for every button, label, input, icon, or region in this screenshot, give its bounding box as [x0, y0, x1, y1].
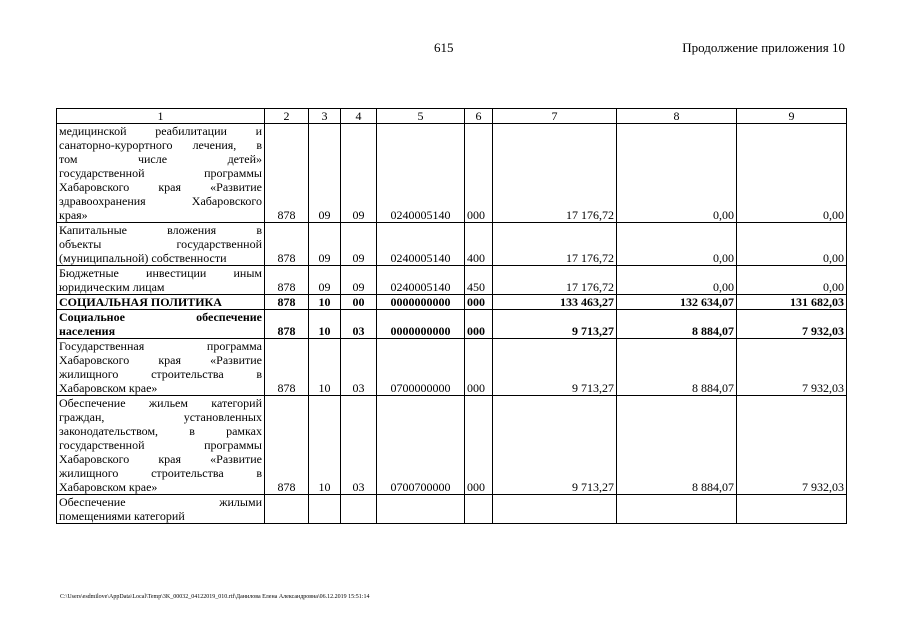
- row-name-line: здравоохранения Хабаровского: [59, 194, 262, 208]
- table-header-row: [57, 109, 847, 124]
- amount-cell: 0,00: [737, 124, 847, 223]
- amount-cell: [617, 495, 737, 524]
- code-cell: 878: [265, 396, 309, 495]
- row-name-line: юридическим лицам: [59, 280, 165, 294]
- column-header: 5: [377, 109, 465, 124]
- row-name-cell: [57, 339, 265, 396]
- subsection-cell: 09: [341, 266, 377, 295]
- table-row: [57, 396, 847, 495]
- amount-cell: 9 713,27: [493, 339, 617, 396]
- amount-cell: 131 682,03: [737, 295, 847, 310]
- amount-cell: 9 713,27: [493, 396, 617, 495]
- table-row: [57, 339, 847, 396]
- target-article-cell: 0240005140: [377, 266, 465, 295]
- expense-type-cell: 000: [465, 295, 493, 310]
- amount-cell: 7 932,03: [737, 339, 847, 396]
- expense-type-cell: 000: [465, 396, 493, 495]
- row-name-line: (муниципальной) собственности: [59, 251, 227, 265]
- expense-type-cell: 450: [465, 266, 493, 295]
- section-cell: 10: [309, 295, 341, 310]
- subsection-cell: 03: [341, 339, 377, 396]
- column-header: 7: [493, 109, 617, 124]
- amount-cell: 8 884,07: [617, 339, 737, 396]
- table-row: [57, 266, 847, 295]
- section-cell: 09: [309, 266, 341, 295]
- amount-cell: 8 884,07: [617, 396, 737, 495]
- row-name-line: Государственная программа: [59, 339, 262, 353]
- row-name-cell: [57, 295, 265, 310]
- expense-type-cell: 000: [465, 124, 493, 223]
- section-cell: 09: [309, 124, 341, 223]
- row-name-cell: [57, 396, 265, 495]
- code-cell: 878: [265, 295, 309, 310]
- expense-type-cell: [465, 495, 493, 524]
- row-name-line: населения: [59, 324, 116, 338]
- column-header: 2: [265, 109, 309, 124]
- table-row: [57, 295, 847, 310]
- target-article-cell: 0240005140: [377, 124, 465, 223]
- amount-cell: 0,00: [737, 223, 847, 266]
- amount-cell: 0,00: [617, 124, 737, 223]
- row-name-line: помещениями категорий: [59, 509, 185, 523]
- column-header: 3: [309, 109, 341, 124]
- code-cell: 878: [265, 124, 309, 223]
- code-cell: 878: [265, 339, 309, 396]
- code-cell: 878: [265, 310, 309, 339]
- amount-cell: 17 176,72: [493, 266, 617, 295]
- table-row: [57, 310, 847, 339]
- budget-table: [56, 108, 847, 524]
- expense-type-cell: 000: [465, 339, 493, 396]
- column-header: 6: [465, 109, 493, 124]
- row-name-line: Обеспечение жильем категорий: [59, 396, 262, 410]
- table-row: [57, 223, 847, 266]
- target-article-cell: 0700000000: [377, 339, 465, 396]
- table-row: [57, 495, 847, 524]
- continuation-title: Продолжение приложения 10: [682, 40, 845, 55]
- row-name-line: Бюджетные инвестиции иным: [59, 266, 262, 280]
- row-name-line: санаторно-курортного лечения, в: [59, 138, 262, 152]
- row-name-line: государственной программы: [59, 438, 262, 452]
- amount-cell: 132 634,07: [617, 295, 737, 310]
- row-name-line: граждан, установленных: [59, 410, 262, 424]
- amount-cell: 0,00: [617, 266, 737, 295]
- file-path-footer: C:\Users\esdmilove\AppData\Local\Temp\3K_00032_04122019_010.rtf\Данилова Елена Александровна\06.12.2019 15:51:14: [60, 594, 370, 600]
- section-cell: 10: [309, 339, 341, 396]
- row-name-cell: [57, 223, 265, 266]
- column-header: 8: [617, 109, 737, 124]
- page-number: 615: [434, 40, 454, 55]
- row-name-line: Капитальные вложения в: [59, 223, 262, 237]
- section-cell: [309, 495, 341, 524]
- column-header: 4: [341, 109, 377, 124]
- amount-cell: 7 932,03: [737, 310, 847, 339]
- row-name-line: Обеспечение жилыми: [59, 495, 262, 509]
- row-name-line: Хабаровского края «Развитие: [59, 180, 262, 194]
- target-article-cell: 0240005140: [377, 223, 465, 266]
- amount-cell: 17 176,72: [493, 124, 617, 223]
- row-name-line: том числе детей»: [59, 152, 262, 166]
- code-cell: 878: [265, 223, 309, 266]
- amount-cell: 0,00: [617, 223, 737, 266]
- amount-cell: 7 932,03: [737, 396, 847, 495]
- target-article-cell: 0000000000: [377, 295, 465, 310]
- row-name-line: государственной программы: [59, 166, 262, 180]
- expense-type-cell: 400: [465, 223, 493, 266]
- row-name-line: СОЦИАЛЬНАЯ ПОЛИТИКА: [59, 295, 222, 309]
- column-header: 1: [57, 109, 265, 124]
- subsection-cell: 00: [341, 295, 377, 310]
- section-cell: 10: [309, 396, 341, 495]
- row-name-cell: [57, 124, 265, 223]
- subsection-cell: 09: [341, 223, 377, 266]
- amount-cell: 133 463,27: [493, 295, 617, 310]
- section-cell: 10: [309, 310, 341, 339]
- code-cell: [265, 495, 309, 524]
- code-cell: 878: [265, 266, 309, 295]
- row-name-cell: [57, 310, 265, 339]
- row-name-line: Хабаровском крае»: [59, 480, 158, 494]
- subsection-cell: [341, 495, 377, 524]
- table-row: [57, 124, 847, 223]
- row-name-line: законодательством, в рамках: [59, 424, 262, 438]
- row-name-line: Хабаровском крае»: [59, 381, 158, 395]
- expense-type-cell: 000: [465, 310, 493, 339]
- row-name-line: Социальное обеспечение: [59, 310, 262, 324]
- amount-cell: 17 176,72: [493, 223, 617, 266]
- row-name-line: Хабаровского края «Развитие: [59, 353, 262, 367]
- row-name-line: жилищного строительства в: [59, 367, 262, 381]
- subsection-cell: 03: [341, 310, 377, 339]
- subsection-cell: 03: [341, 396, 377, 495]
- row-name-cell: [57, 495, 265, 524]
- row-name-line: объекты государственной: [59, 237, 262, 251]
- target-article-cell: 0000000000: [377, 310, 465, 339]
- subsection-cell: 09: [341, 124, 377, 223]
- amount-cell: [737, 495, 847, 524]
- row-name-line: Хабаровского края «Развитие: [59, 452, 262, 466]
- amount-cell: 9 713,27: [493, 310, 617, 339]
- row-name-cell: [57, 266, 265, 295]
- row-name-line: края»: [59, 208, 88, 222]
- target-article-cell: 0700700000: [377, 396, 465, 495]
- column-header: 9: [737, 109, 847, 124]
- row-name-line: медицинской реабилитации и: [59, 124, 262, 138]
- section-cell: 09: [309, 223, 341, 266]
- row-name-line: жилищного строительства в: [59, 466, 262, 480]
- amount-cell: 0,00: [737, 266, 847, 295]
- target-article-cell: [377, 495, 465, 524]
- amount-cell: [493, 495, 617, 524]
- amount-cell: 8 884,07: [617, 310, 737, 339]
